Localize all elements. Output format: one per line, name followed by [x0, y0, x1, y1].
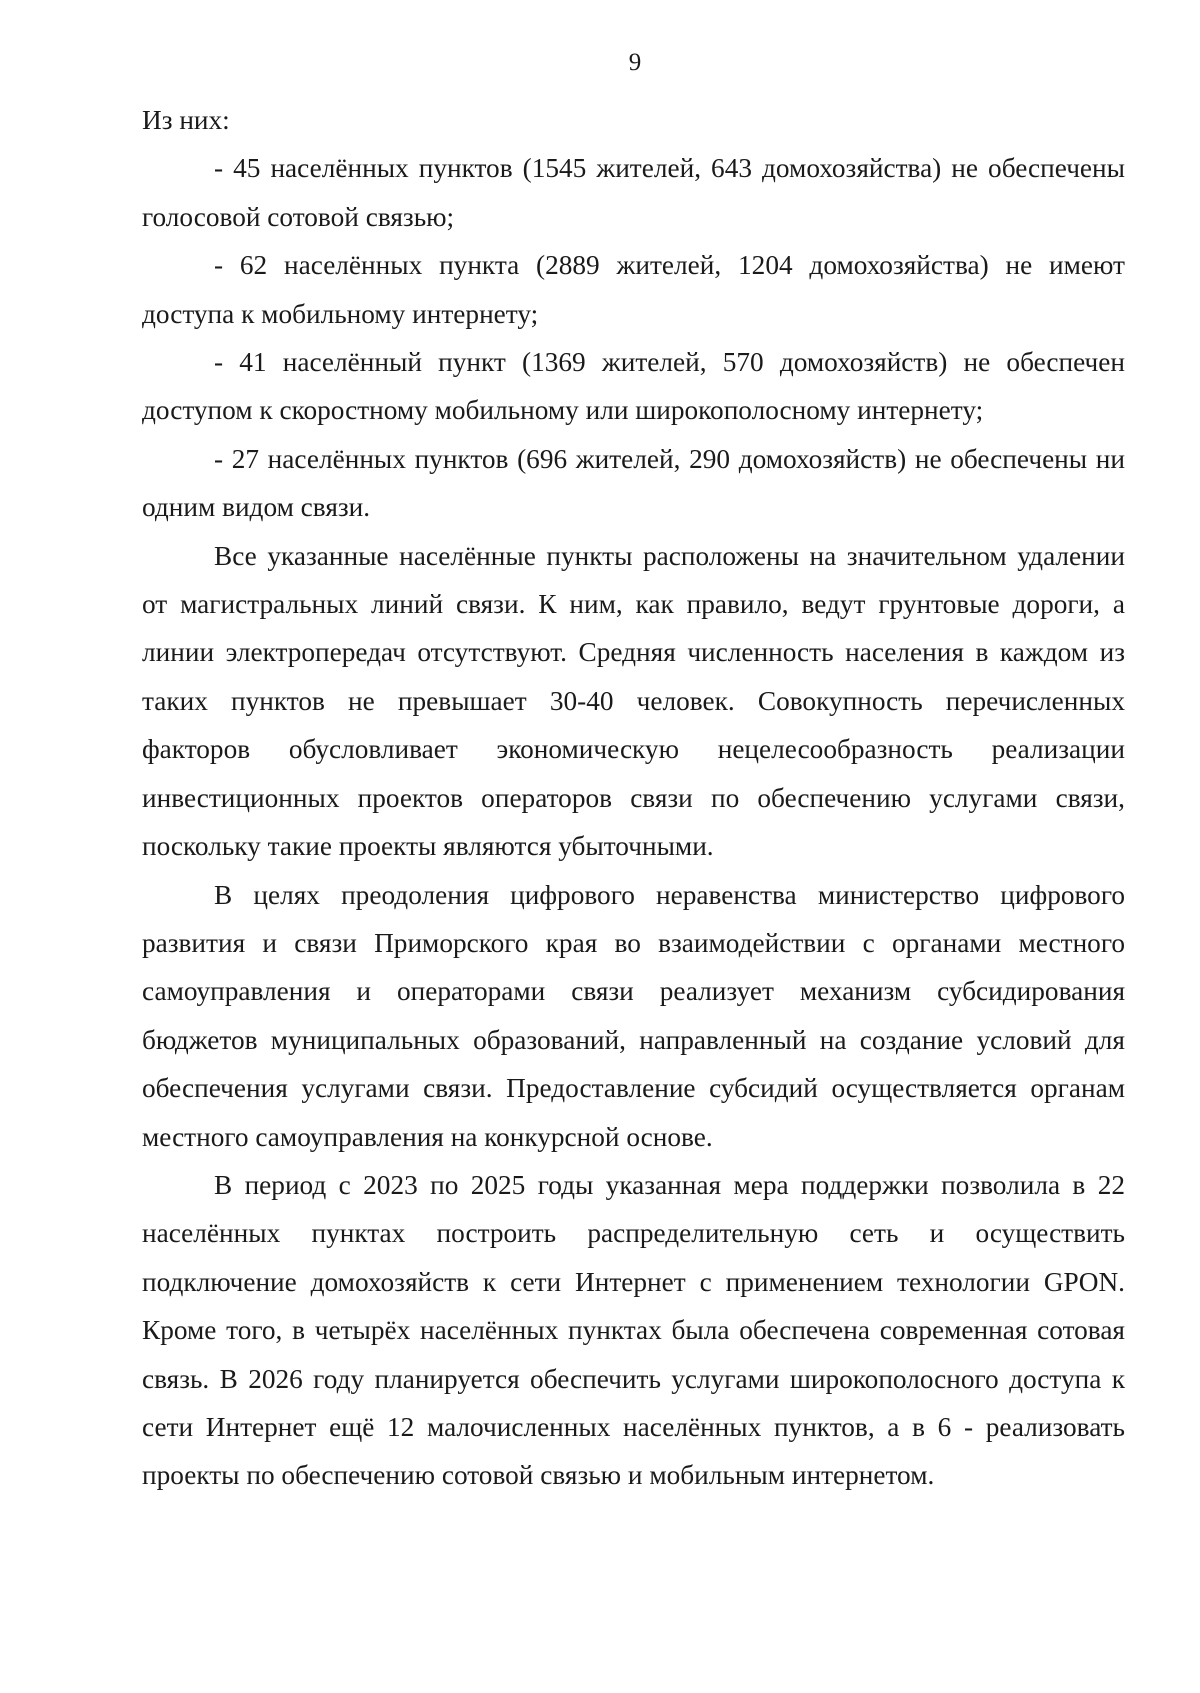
document-body — [142, 96, 1125, 1500]
page-number: 9 — [628, 49, 642, 76]
paragraph-subsidy-mechanism: В целях преодоления цифрового неравенства министерство цифрового развития и связи Приморского края во взаимодействии с органами местного самоуправления и операторами связи реализует механизм субсидирования бюджетов муниципальных образований, направленный на создание условий для обеспечения услугами связи. Предоставление субсидий осуществляется органам местного самоуправления на конкурсной основе. — [142, 879, 1125, 1152]
list-item-no-broadband: - 41 населённый пункт (1369 жителей, 570 домохозяйств) не обеспечен доступом к скоростному мобильному или широкополосному интернету; — [142, 347, 1125, 426]
paragraph-results-and-plans: В период с 2023 по 2025 годы указанная мера поддержки позволила в 22 населённых пунктах построить распределительную сеть и осуществить подключение домохозяйств к сети Интернет с применением технологии GPON. Кроме того, в четырёх населённых пунктах была обеспечена современная сотовая связь. В 2026 году планируется обеспечить услугами широкополосного доступа к сети Интернет ещё 12 малочисленных населённых пунктов, а в 6 - реализовать проекты по обеспечению сотовой связью и мобильным интернетом. — [142, 1169, 1125, 1491]
list-item-no-mobile-internet: - 62 населённых пункта (2889 жителей, 1204 домохозяйства) не имеют доступа к мобильному интернету; — [142, 250, 1125, 329]
list-item-no-communication: - 27 населённых пунктов (696 жителей, 290 домохозяйств) не обеспечены ни одним видом связи. — [142, 443, 1125, 523]
paragraph-remote-locations: Все указанные населённые пункты расположены на значительном удалении от магистральных линий связи. К ним, как правило, ведут грунтовые дороги, а линии электропередач отсутствуют. Средняя численность населения в каждом из таких пунктов не превышает 30-40 человек. Совокупность перечисленных факторов обусловливает экономическую нецелесообразность реализации инвестиционных проектов операторов связи по обеспечению услугами связи, поскольку такие проекты являются убыточными. — [142, 540, 1125, 862]
list-item-no-voice-coverage: - 45 населённых пунктов (1545 жителей, 643 домохозяйства) не обеспечены голосовой сотовой связью; — [142, 153, 1125, 232]
paragraph-intro: Из них: — [142, 105, 230, 135]
